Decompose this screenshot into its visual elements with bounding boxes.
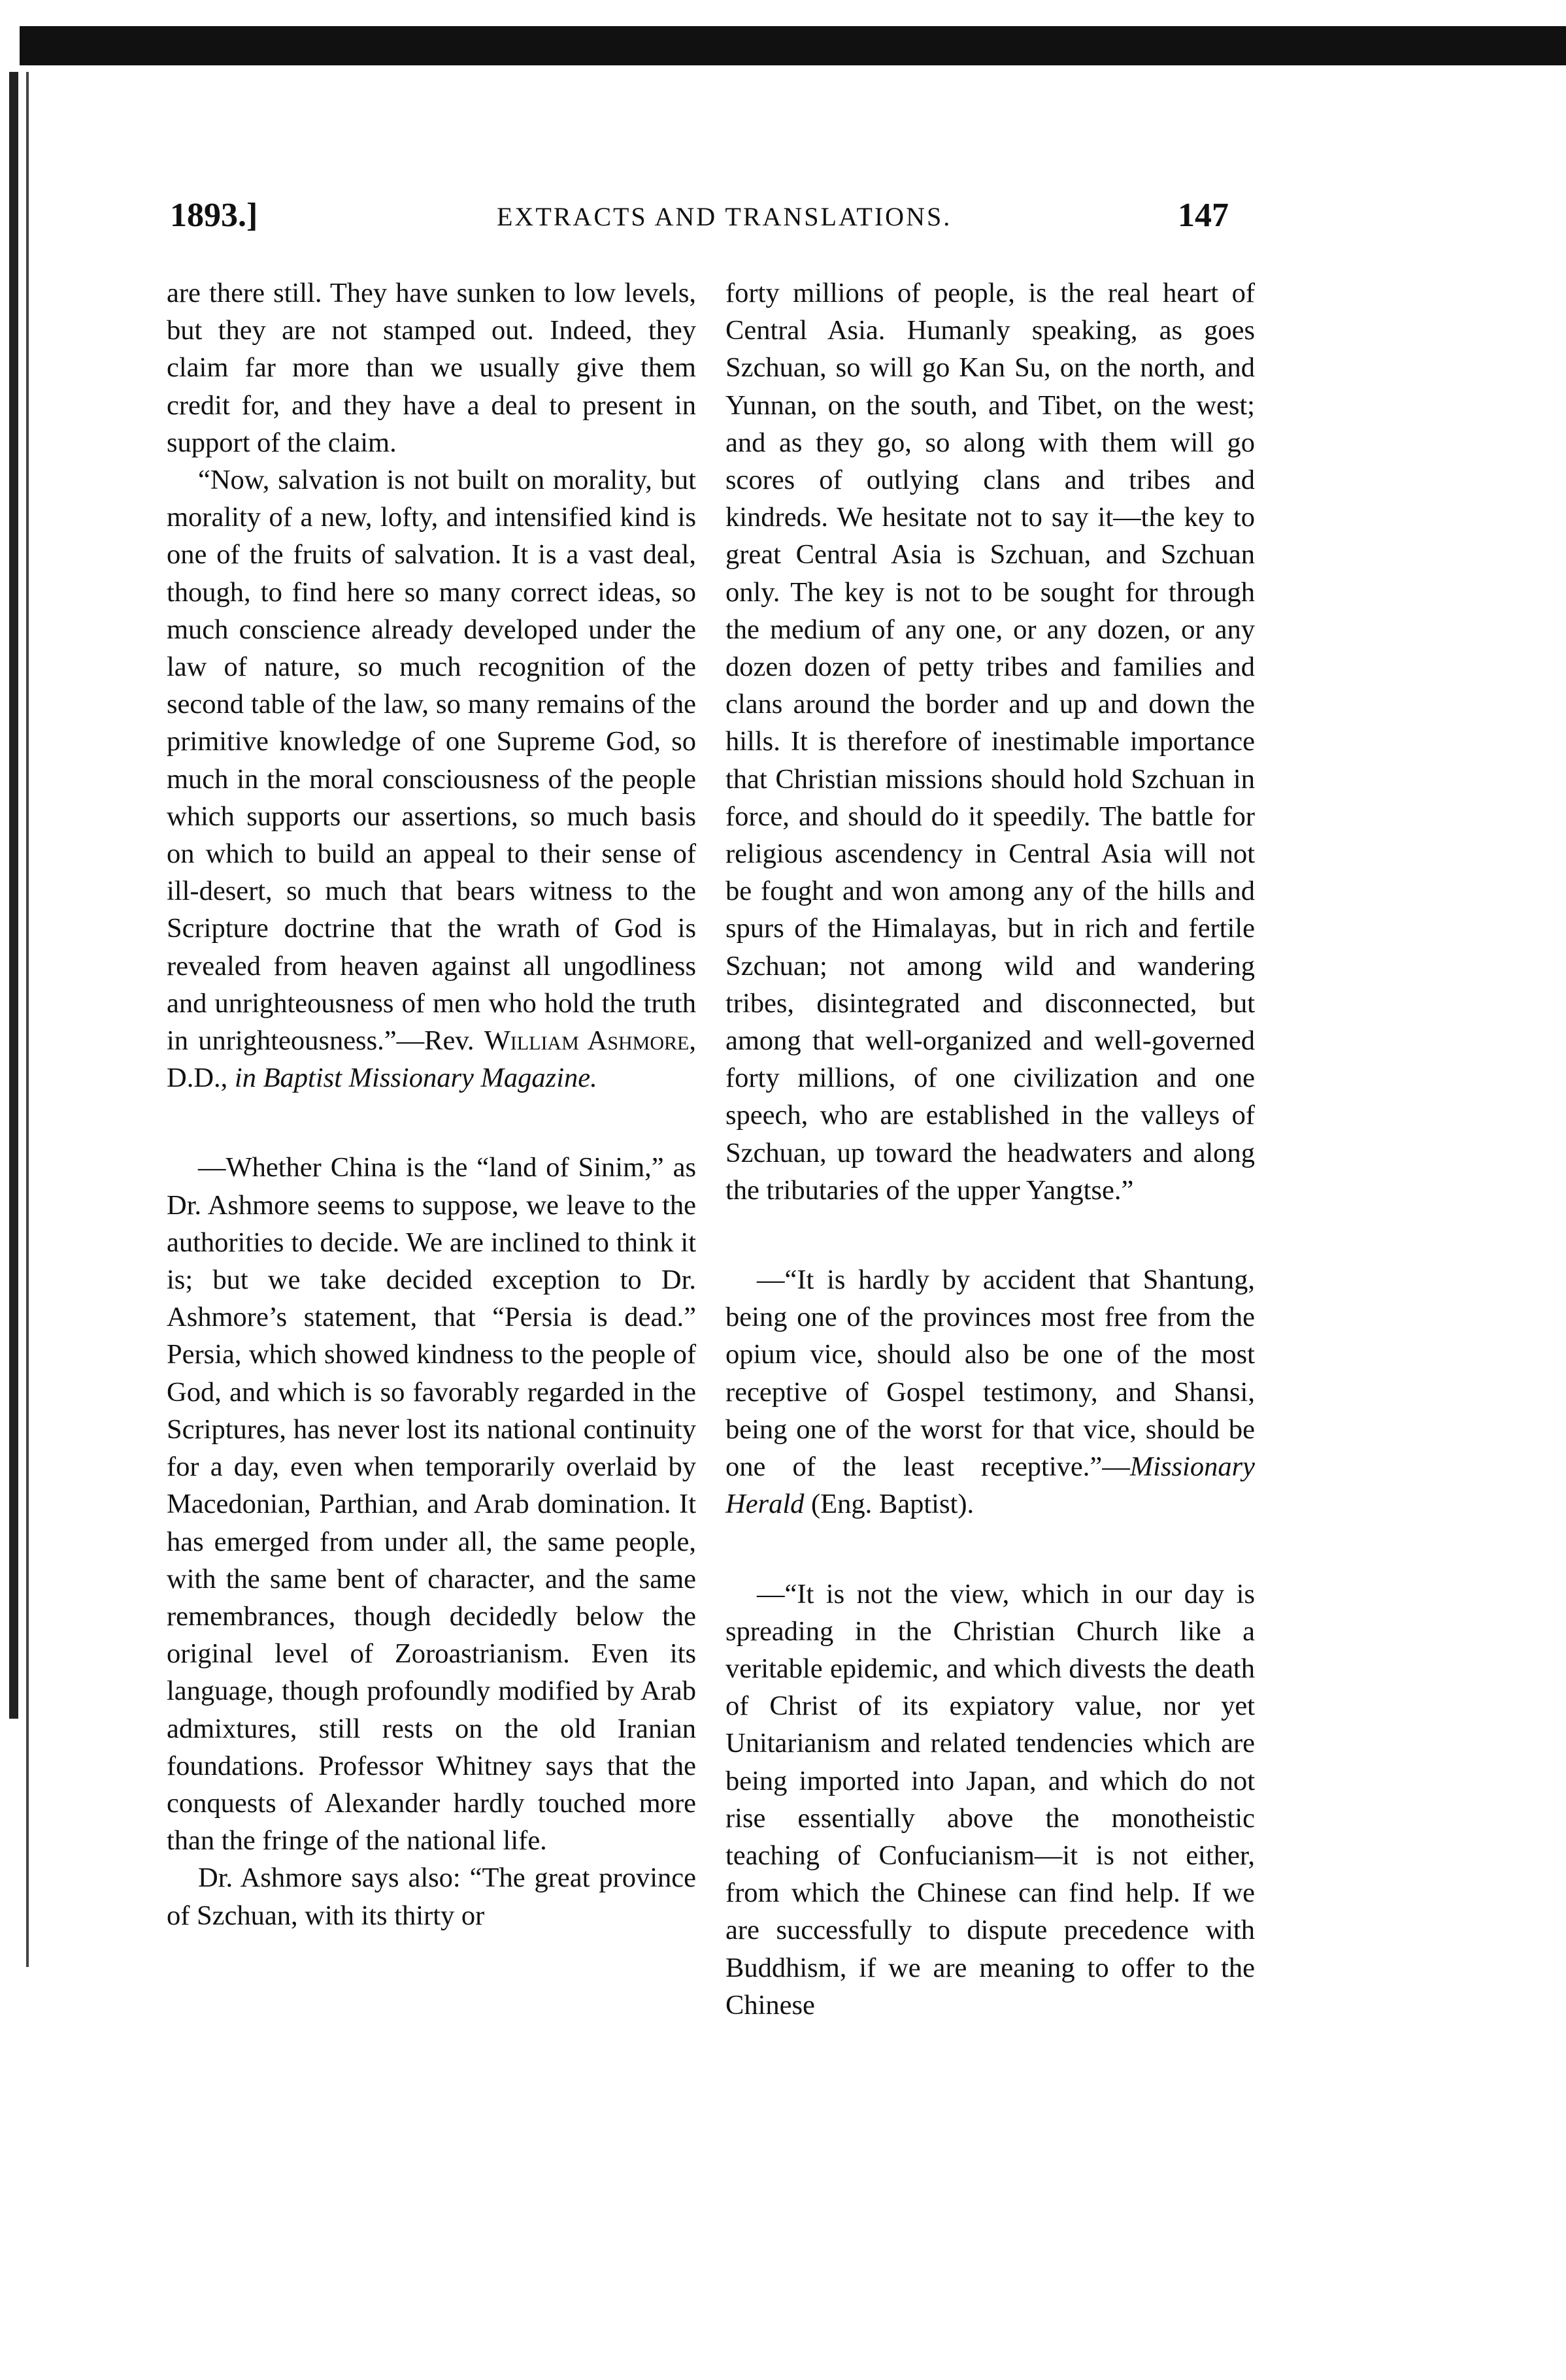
scan-left-edge xyxy=(9,72,18,1719)
author-degree: , D.D., xyxy=(167,1025,696,1094)
left-paragraph-1: are there still. They have sunken to low levels, but they are not stamped out. Indeed, they claim far more than we usually give them credit for, and they have a deal to present in support of the claim. xyxy=(167,278,696,458)
left-paragraph-2-text: “Now, salvation is not built on morality, but morality of a new, lofty, and intensified kind is one of the fruits of salvation. It is a vast deal, though, to find here so many correct ideas, so much conscience already developed under the law of nature, so much recognition of the second table of the law, so many remains of the primitive knowledge of one Supreme God, so much in the moral consciousness of the people which supports our assertions, so much basis on which to build an appeal to their sense of ill-desert, so much that bears witness to the Scripture doctrine that the wrath of God is revealed from heaven against all ungodliness and unrighteousness of men who hold the truth in unrighteousness.”—Rev. xyxy=(167,465,696,1057)
right-paragraph-3: —“It is not the view, which in our day is spreading in the Christian Church like a veritable epidemic, and which divests the death of Christ of its expiatory value, nor yet Unitarianism and related tendencies which are being imported into Japan, and which do not rise essentially above the monotheistic teaching of Confucianism—it is not either, from which the Chinese can find help. If we are successfully to dispute precedence with Buddhism, if we are meaning to offer to the Chinese xyxy=(725,1578,1255,2021)
running-title: EXTRACTS AND TRANSLATIONS. xyxy=(497,202,952,231)
source-magazine: Baptist Missionary Magazine. xyxy=(256,1063,597,1094)
right-column xyxy=(725,274,1255,2024)
left-column xyxy=(167,274,696,1934)
right-paragraph-2 xyxy=(725,1261,1255,1523)
right-paragraph-1: forty millions of people, is the real heart of Central Asia. Humanly speaking, as goes Szchuan, so will go Kan Su, on the north, and Yunnan, on the south, and Tibet, on the west; and as they go, so along with them will go scores of outlying clans and tribes and kindreds. We hesitate not to say it—the key to great Central Asia is Szchuan, and Szchuan only. The key is not to be sought for through the medium of any one, or any dozen, or any dozen dozen of petty tribes and families and clans around the border and up and down the hills. It is therefore of inestimable importance that Christian missions should hold Szchuan in force, and should do it speedily. The battle for religious ascendency in Central Asia will not be fought and won among any of the hills and spurs of the Himalayas, but in rich and fertile Szchuan; not among wild and wandering tribes, disintegrated and disconnected, but among that well-organized and well-governed forty millions, of one civilization and one speech, who are established in the valleys of Szchuan, up toward the headwaters and along the tributaries of the upper Yangtse.” xyxy=(725,278,1255,1206)
source-herald-tail: (Eng. Baptist). xyxy=(804,1489,975,1520)
source-herald: Missionary Herald xyxy=(725,1451,1255,1520)
right-paragraph-2-text: —“It is hardly by accident that Shantung, being one of the provinces most free from the opium vice, should also be one of the most receptive of Gospel testimony, and Shansi, being one of the worst for that vice, should be one of the least receptive.”— xyxy=(725,1264,1255,1483)
in-word: in xyxy=(234,1063,256,1094)
scan-dark-edge xyxy=(20,26,1566,65)
header-year: 1893.] xyxy=(170,197,258,234)
scan-top-band xyxy=(0,0,1566,65)
author-name: William Ashmore xyxy=(484,1025,690,1057)
left-paragraph-3: —Whether China is the “land of Sinim,” as Dr. Ashmore seems to suppose, we leave to the authorities to decide. We are inclined to think it is; but we take decided exception to Dr. Ashmore’s statement, that “Persia is dead.” Persia, which showed kindness to the people of God, and which is so favorably regarded in the Scriptures, has never lost its national continuity for a day, even when temporarily overlaid by Macedonian, Parthian, and Arab domination. It has emerged from under all, the same people, with the same bent of character, and the same remembrances, though decidedly below the original level of Zoroastrianism. Even its language, though profoundly modified by Arab admixtures, still rests on the old Iranian foundations. Professor Whitney says that the conquests of Alexander hardly touched more than the fringe of the national life. xyxy=(167,1152,696,1857)
page-number: 147 xyxy=(1178,197,1229,234)
left-paragraph-4: Dr. Ashmore says also: “The great province of Szchuan, with its thirty or xyxy=(167,1862,696,1931)
page-header xyxy=(170,196,1229,248)
scan-left-line xyxy=(26,72,29,1967)
left-paragraph-2 xyxy=(167,461,696,1097)
